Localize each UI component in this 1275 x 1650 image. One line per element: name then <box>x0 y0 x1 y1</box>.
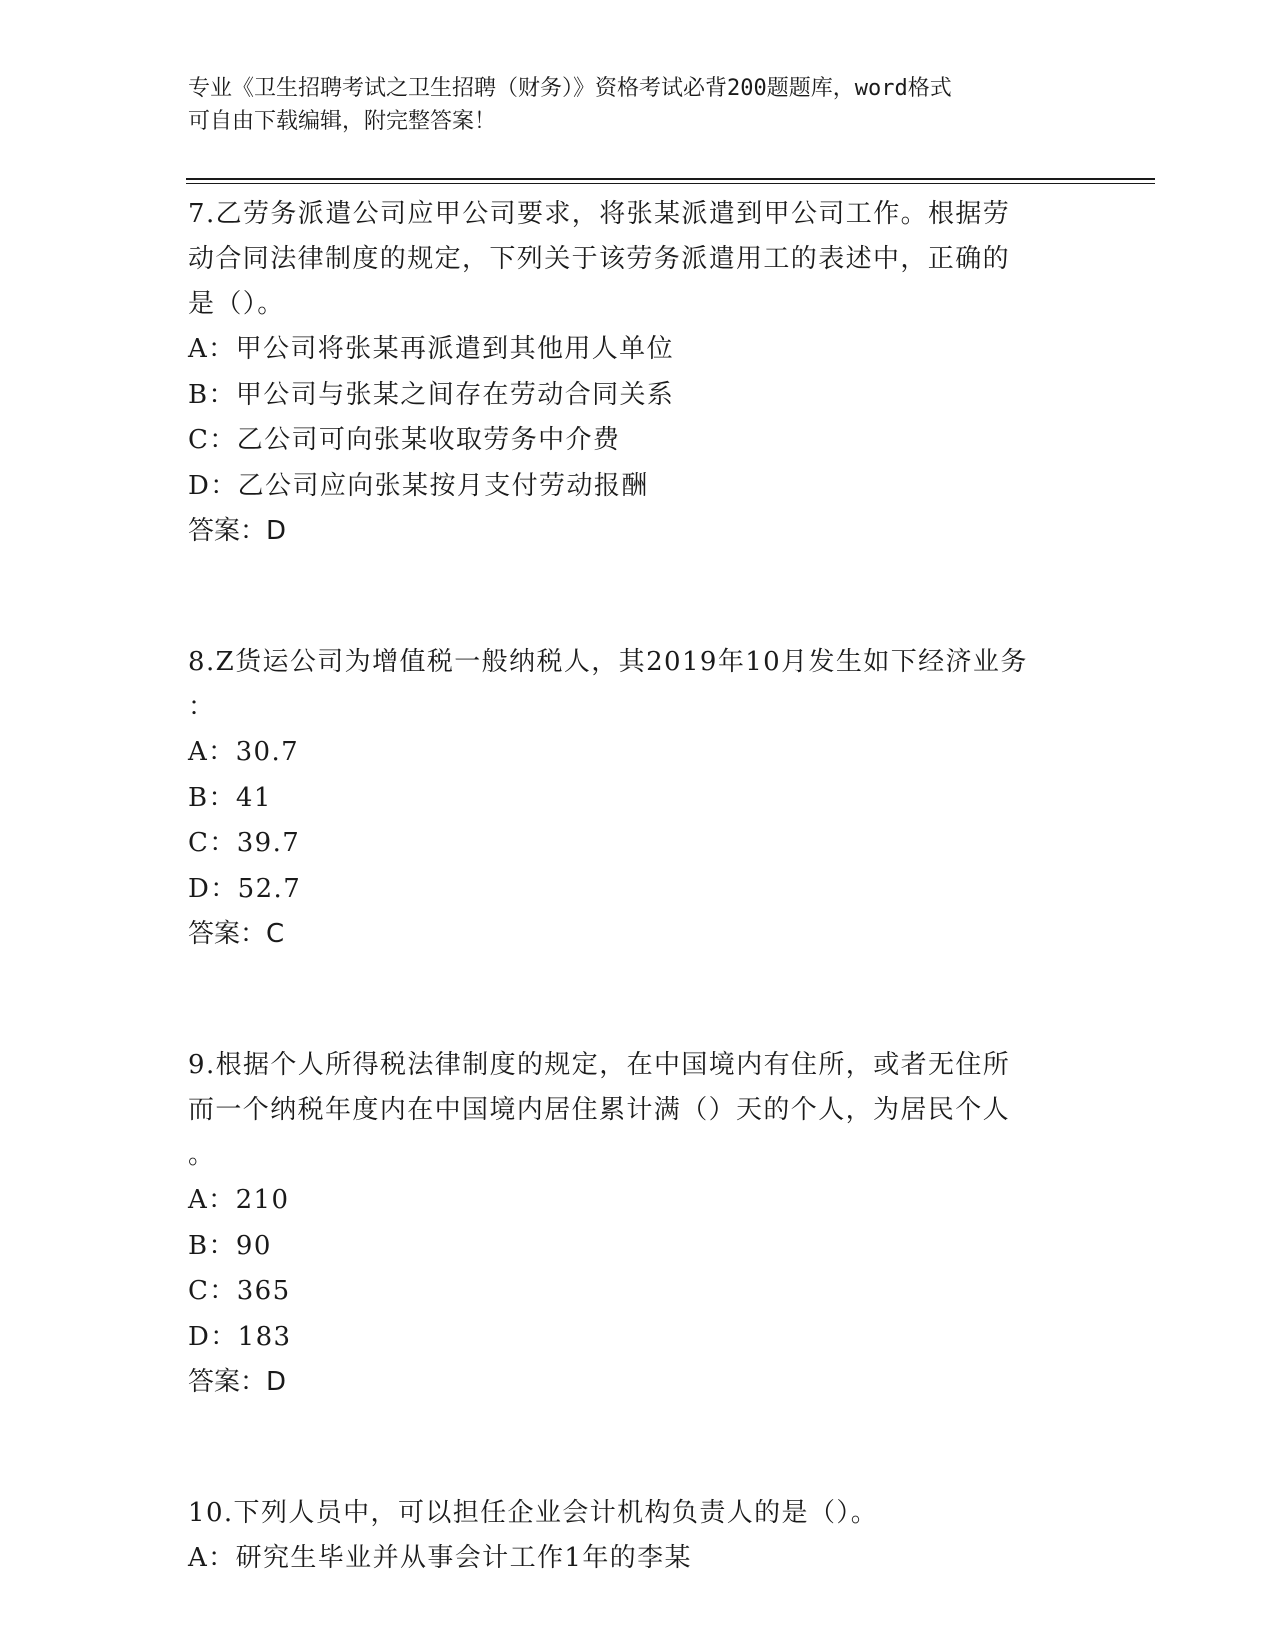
question-7-answer: 答案：D <box>188 516 287 546</box>
question-list <box>188 192 1088 1582</box>
question-7 <box>188 192 1088 554</box>
question-7-line-3: 是（）。 <box>188 289 285 319</box>
question-7-option-c: C：乙公司可向张某收取劳务中介费 <box>188 425 621 455</box>
question-8-answer: 答案：C <box>188 919 285 949</box>
header-rule-thick <box>186 178 1155 180</box>
question-7-option-d: D：乙公司应向张某按月支付劳动报酬 <box>188 470 649 501</box>
question-8 <box>188 640 1088 957</box>
question-8-option-c: C：39.7 <box>188 828 301 858</box>
question-9-line-1: 9.根据个人所得税法律制度的规定，在中国境内有住所，或者无住所 <box>188 1050 1011 1080</box>
question-9-line-2: 而一个纳税年度内在中国境内居住累计满（）天的个人，为居民个人 <box>188 1095 1011 1125</box>
header-line-1: 专业《卫生招聘考试之卫生招聘（财务）》资格考试必背200题题库，word格式 <box>188 76 952 101</box>
question-9-option-a: A：210 <box>188 1185 290 1215</box>
question-7-line-2: 动合同法律制度的规定，下列关于该劳务派遣用工的表述中，正确的 <box>188 244 1011 274</box>
header-rule-thin <box>186 183 1155 184</box>
question-9-option-b: B：90 <box>188 1230 272 1261</box>
question-8-option-b: B：41 <box>188 782 272 813</box>
question-8-line-2: ： <box>188 692 216 722</box>
question-10-line-1: 10.下列人员中，可以担任企业会计机构负责人的是（）。 <box>188 1498 879 1528</box>
question-8-option-d: D：52.7 <box>188 873 302 904</box>
question-7-line-1: 7.乙劳务派遣公司应甲公司要求，将张某派遣到甲公司工作。根据劳 <box>188 199 1011 229</box>
question-spacer <box>188 1405 1088 1491</box>
question-8-option-a: A：30.7 <box>188 737 300 767</box>
question-9-option-c: C：365 <box>188 1276 291 1306</box>
question-10 <box>188 1491 1088 1582</box>
question-9-line-3: 。 <box>188 1140 216 1170</box>
question-7-option-b: B：甲公司与张某之间存在劳动合同关系 <box>188 379 675 410</box>
question-spacer <box>188 957 1088 1043</box>
question-9 <box>188 1043 1088 1405</box>
question-9-option-d: D：183 <box>188 1321 292 1352</box>
question-8-line-1: 8.Z货运公司为增值税一般纳税人，其2019年10月发生如下经济业务 <box>188 647 1028 677</box>
header-line-2: 可自由下载编辑，附完整答案！ <box>188 109 497 134</box>
question-10-option-a: A：研究生毕业并从事会计工作1年的李某 <box>188 1543 692 1573</box>
question-7-option-a: A：甲公司将张某再派遣到其他用人单位 <box>188 334 674 364</box>
question-9-answer: 答案：D <box>188 1367 287 1397</box>
document-header <box>188 72 1068 138</box>
question-spacer <box>188 554 1088 640</box>
